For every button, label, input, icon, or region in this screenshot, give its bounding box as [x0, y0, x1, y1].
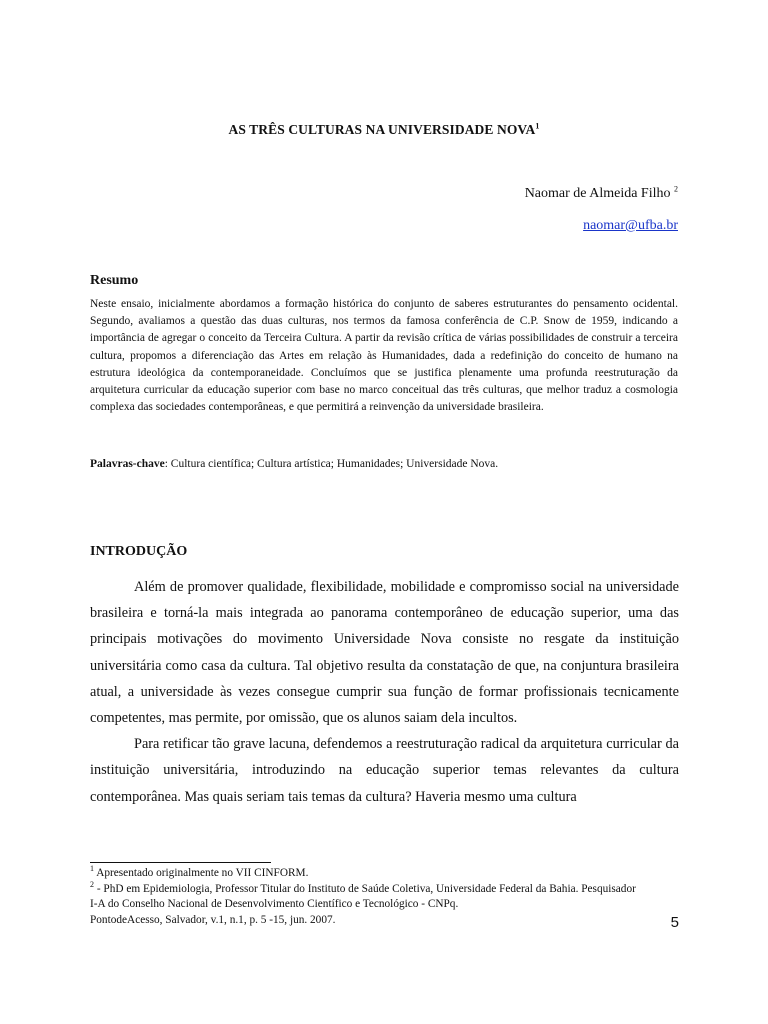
keywords-label: Palavras-chave — [90, 458, 165, 470]
footnote-1-mark: 1 — [90, 864, 94, 874]
abstract-text: Neste ensaio, inicialmente abordamos a formação histórica do conjunto de saberes estruturantes do pensamento ocidental. Segundo, avaliamos a questão das duas culturas, nos termos da famosa conferência de C.P. Snow de 1959, indicando a importância de agregar o conceito da Terceira Cultura. A partir da revisão crítica de várias possibilidades de construir a terceira cultura, propomos a diferenciação das Artes em relação às Humanidades, dada a redefinição do conceito de humano na estrutura ideológica da contemporaneidade. Concluímos que se justifica plenamente uma profunda reestruturação da arquitetura curricular da educação superior com base no marco conceitual das três culturas, que melhor traduz a cosmologia complexa das sociedades contemporâneas, e que permitirá a reinvenção da universidade brasileira. — [90, 298, 678, 414]
keywords-text: : Cultura científica; Cultura artística; Humanidades; Universidade Nova. — [164, 458, 499, 470]
journal-citation: PontodeAcesso, Salvador, v.1, n.1, p. 5 -15, jun. 2007. — [90, 913, 336, 926]
footnote-divider — [90, 862, 271, 863]
title-text: AS TRÊS CULTURAS NA UNIVERSIDADE NOVA — [228, 122, 536, 137]
author-name-text: Naomar de Almeida Filho — [524, 186, 671, 201]
footnote-1-text: Apresentado originalmente no VII CINFORM. — [94, 867, 309, 879]
abstract-heading: Resumo — [90, 273, 139, 288]
author-footnote-mark[interactable]: 2 — [674, 184, 678, 194]
title-footnote-mark[interactable]: 1 — [535, 121, 540, 131]
paper-title — [0, 122, 768, 138]
author-name — [525, 186, 678, 202]
footnote-2-mark: 2 — [90, 879, 94, 889]
introduction-body — [90, 574, 679, 810]
footnote-1 — [90, 866, 690, 882]
keywords — [90, 456, 678, 473]
page-number: 5 — [670, 914, 679, 931]
footnotes — [90, 866, 690, 928]
intro-paragraph-2: Para retificar tão grave lacuna, defendemos a reestruturação radical da arquitetura curricular da instituição universitária, introduzindo na educação superior temas relevantes da cultura contemporânea. Mas quais seriam tais temas da cultura? Haveria mesmo uma cultura — [90, 736, 679, 805]
introduction-heading: INTRODUÇÃO — [90, 544, 188, 559]
footnote-2-text: - PhD em Epidemiologia, Professor Titular do Instituto de Saúde Coletiva, Universidade Federal da Bahia. Pesquisador — [94, 882, 636, 895]
intro-paragraph-1: Além de promover qualidade, flexibilidade, mobilidade e compromisso social na universidade brasileira e torná-la mais integrada ao panorama contemporâneo de educação superior, uma das principais motivações do movimento Universidade Nova consiste no resgate da instituição universitária como casa da cultura. Tal objetivo resulta da constatação de que, na conjuntura brasileira atual, a universidade às vezes consegue cumprir sua função de formar profissionais tecnicamente competentes, mas permite, por omissão, que os alunos saiam dela incultos. — [90, 579, 679, 727]
footnote-2 — [90, 879, 690, 898]
footnote-2-continued: I-A do Conselho Nacional de Desenvolvimento Científico e Tecnológico - CNPq. — [90, 898, 459, 911]
author-email-link[interactable]: naomar@ufba.br — [583, 218, 678, 233]
